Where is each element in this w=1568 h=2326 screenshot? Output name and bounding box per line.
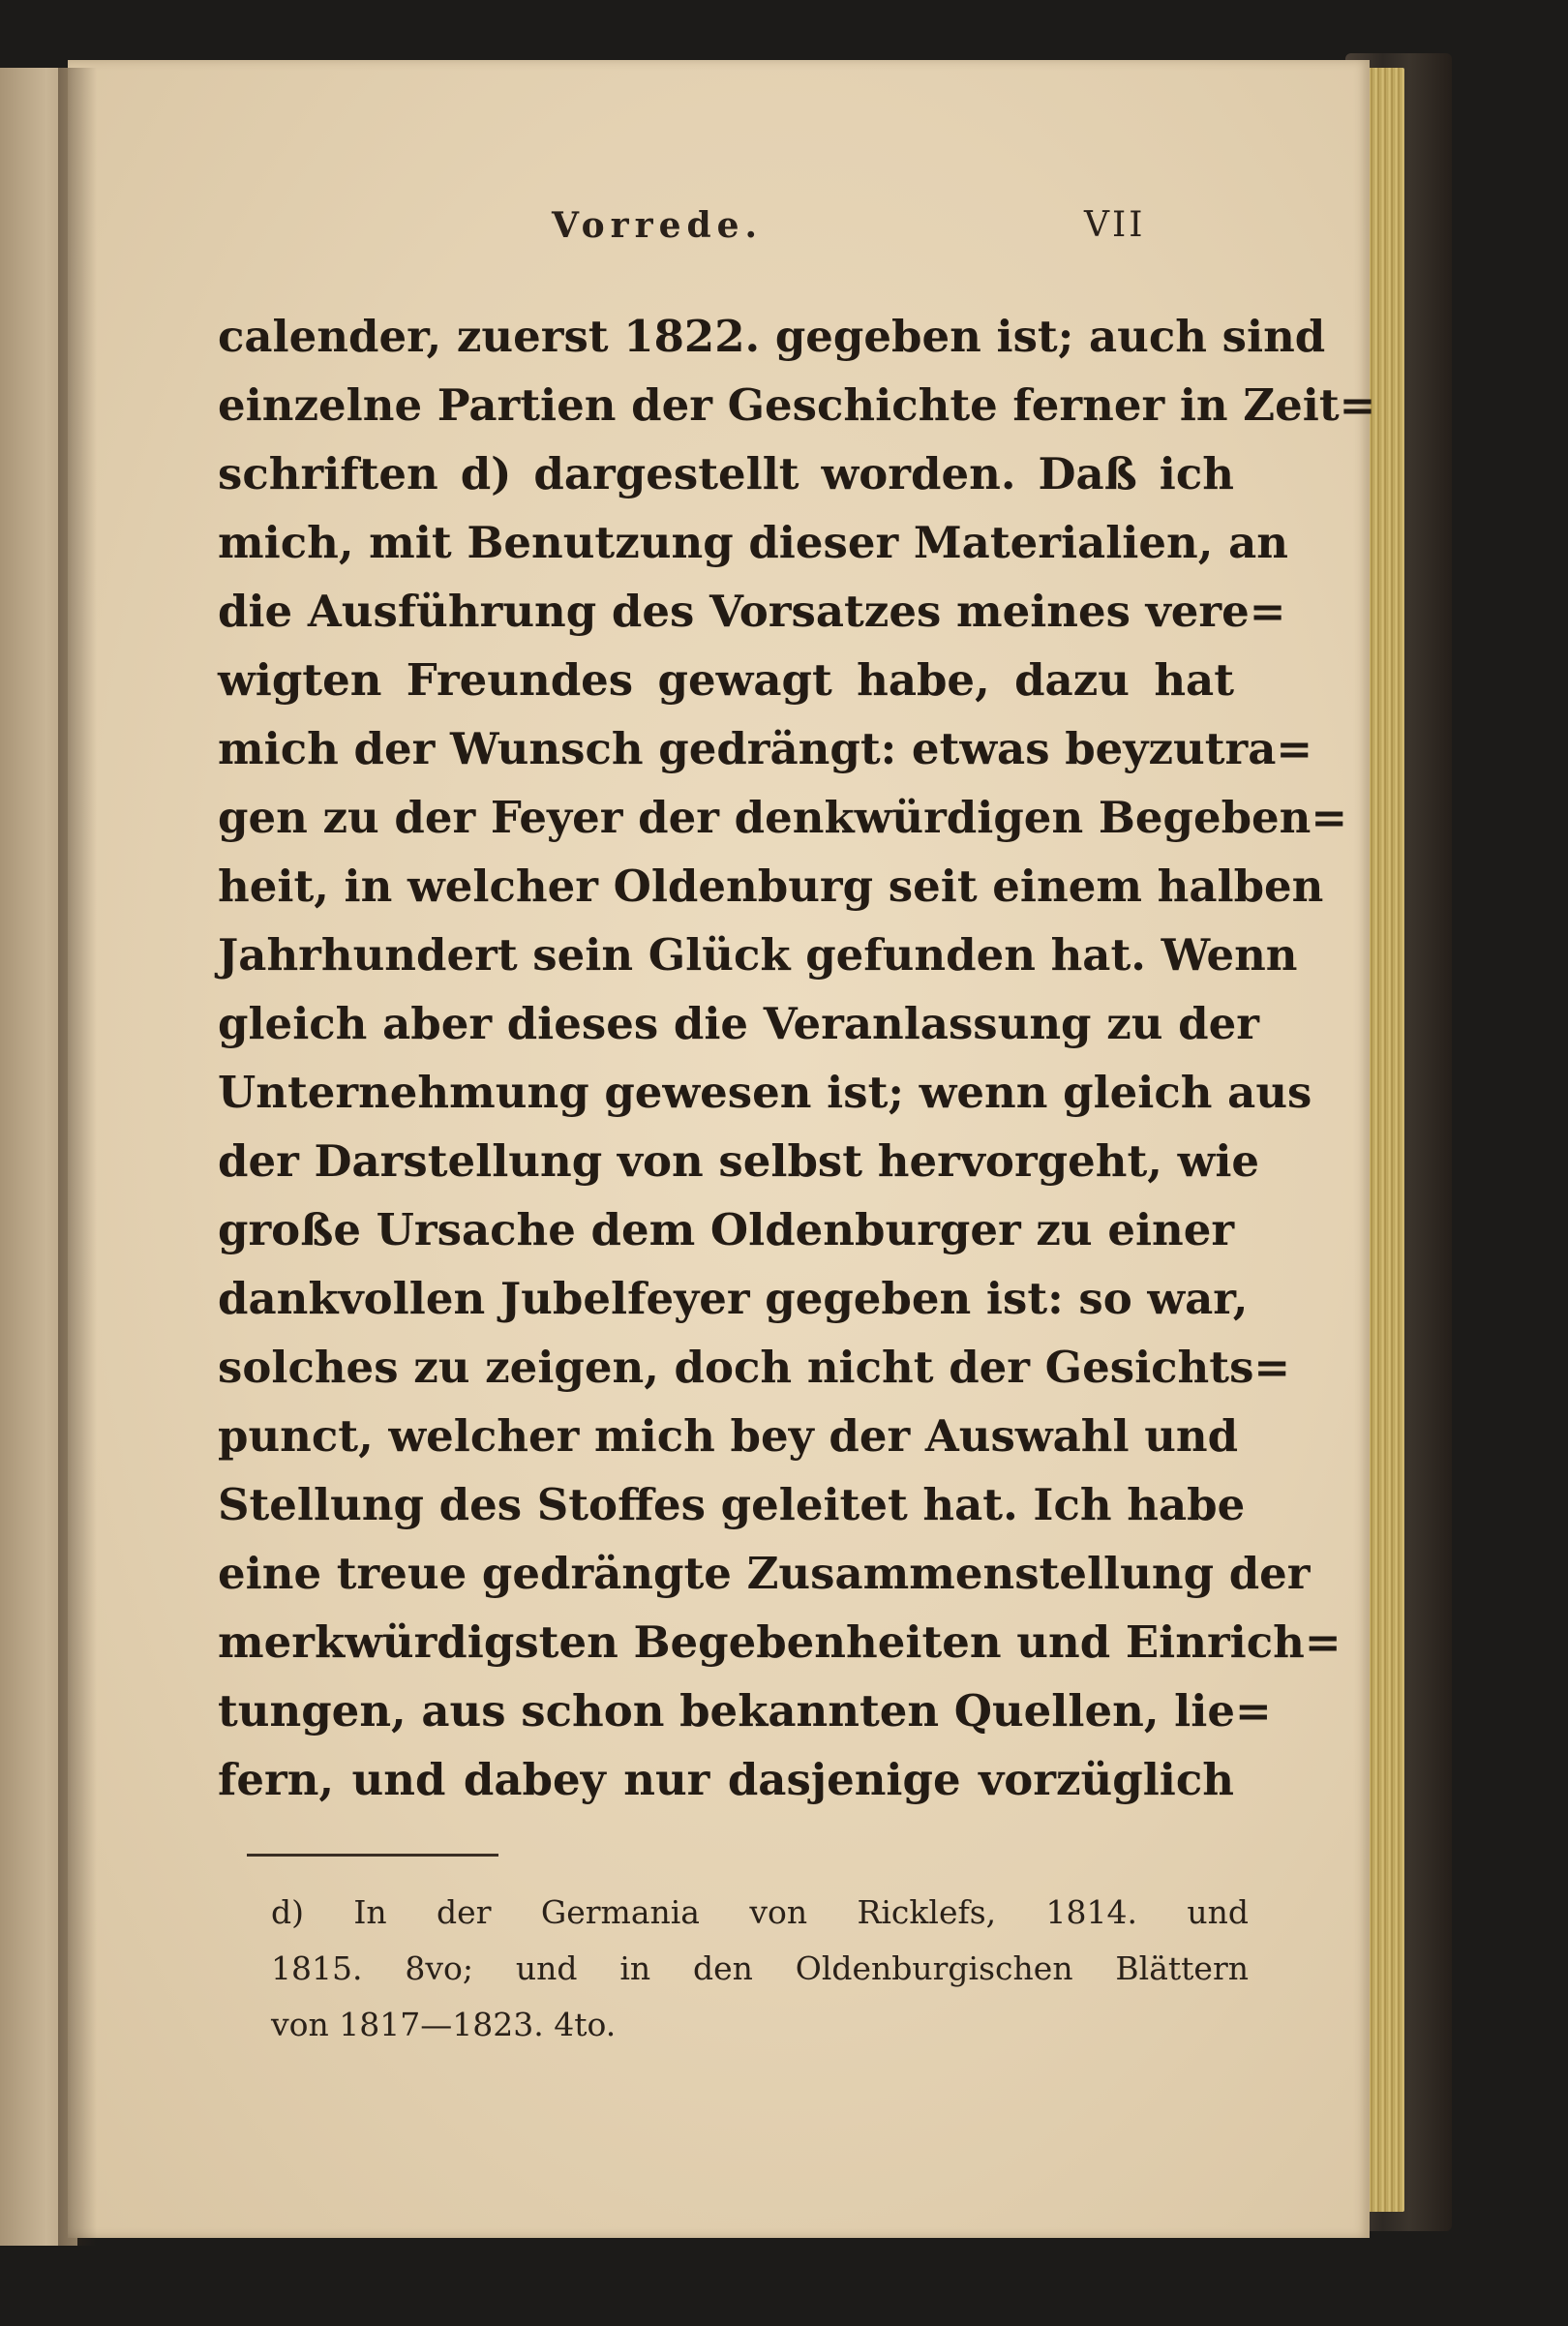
running-title: Vorrede. bbox=[552, 205, 764, 246]
footnote-line: von 1817—1823. 4to. bbox=[271, 2006, 617, 2043]
text-line: die Ausführung des Vorsatzes meines vere= bbox=[218, 586, 1286, 637]
text-line: gleich aber dieses die Veranlassung zu der bbox=[218, 998, 1259, 1049]
text-line: mich der Wunsch gedrängt: etwas beyzutra= bbox=[218, 723, 1313, 774]
text-line: der Darstellung von selbst hervorgeht, wie bbox=[218, 1135, 1260, 1187]
text-line: merkwürdigsten Begebenheiten und Einrich= bbox=[218, 1616, 1342, 1668]
footnote-rule bbox=[247, 1854, 498, 1857]
body-text bbox=[218, 302, 1376, 1814]
text-line: calender, zuerst 1822. gegeben ist; auch sind bbox=[218, 311, 1326, 362]
footnote bbox=[271, 1885, 1249, 2053]
recto-page bbox=[68, 60, 1376, 2238]
text-line: Unternehmung gewesen ist; wenn gleich aus bbox=[218, 1067, 1312, 1118]
page-header bbox=[68, 205, 1370, 263]
text-line: wigten Freundes gewagt habe, dazu hat bbox=[218, 654, 1234, 706]
page-number: VII bbox=[1084, 205, 1146, 245]
text-line: heit, in welcher Oldenburg seit einem halben bbox=[218, 861, 1324, 912]
text-line: dankvollen Jubelfeyer gegeben ist: so war, bbox=[218, 1273, 1249, 1324]
text-line: gen zu der Feyer der denkwürdigen Begeben= bbox=[218, 792, 1348, 843]
text-line: Stellung des Stoffes geleitet hat. Ich habe bbox=[218, 1479, 1246, 1530]
text-line: eine treue gedrängte Zusammenstellung der bbox=[218, 1548, 1311, 1599]
text-line: fern, und dabey nur dasjenige vorzüglich bbox=[218, 1754, 1234, 1805]
text-line: einzelne Partien der Geschichte ferner in Zeit= bbox=[218, 379, 1376, 431]
text-line: tungen, aus schon bekannten Quellen, lie= bbox=[218, 1685, 1272, 1737]
text-line: mich, mit Benutzung dieser Materialien, an bbox=[218, 517, 1288, 568]
text-line: große Ursache dem Oldenburger zu einer bbox=[218, 1204, 1235, 1255]
footnote-line: 1815. 8vo; und in den Oldenburgischen Blättern bbox=[271, 1949, 1249, 1987]
text-line: solches zu zeigen, doch nicht der Gesichts= bbox=[218, 1342, 1291, 1393]
gutter-shadow bbox=[58, 68, 97, 2246]
footnote-line: d) In der Germania von Ricklefs, 1814. und bbox=[271, 1893, 1249, 1931]
text-line: schriften d) dargestellt worden. Daß ich bbox=[218, 448, 1234, 499]
text-line: punct, welcher mich bey der Auswahl und bbox=[218, 1410, 1239, 1462]
text-line: Jahrhundert sein Glück gefunden hat. Wenn bbox=[218, 929, 1298, 981]
